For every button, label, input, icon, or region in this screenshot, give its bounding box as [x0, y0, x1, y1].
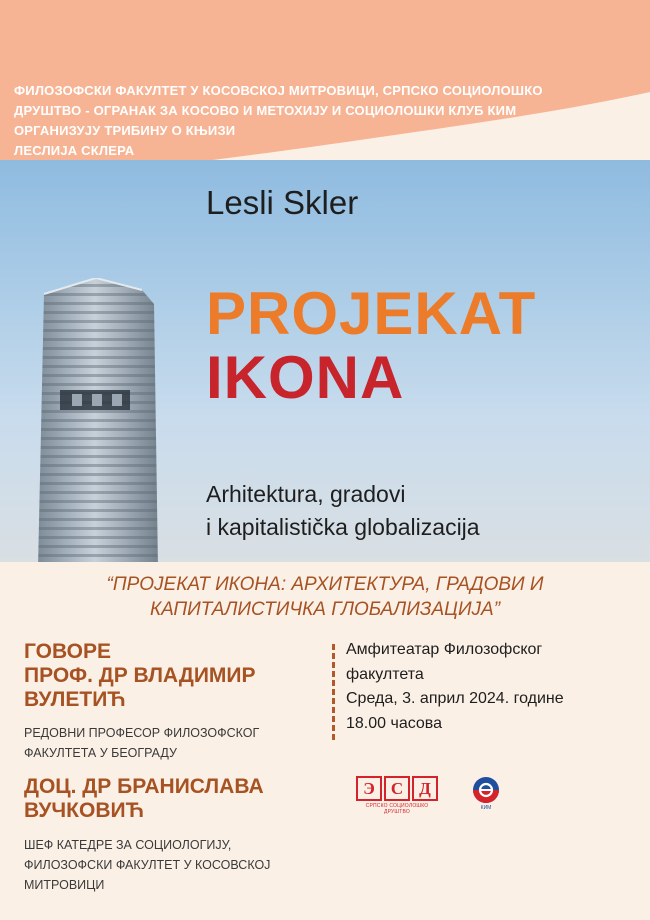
speaker-2-role [24, 835, 324, 895]
book-subtitle [206, 478, 480, 544]
book-title [206, 282, 536, 410]
esd-logo-letter: Д [412, 776, 438, 801]
event-time: 18.00 часова [346, 714, 443, 732]
speaker-1-role-line: ФАКУЛТЕТА У БЕОГРАДУ [24, 746, 177, 760]
organizers-text [14, 81, 634, 161]
book-subtitle-line: Arhitektura, gradovi [206, 481, 406, 507]
esd-logo-letters [356, 776, 438, 801]
speaker-1-role-line: РЕДОВНИ ПРОФЕСОР ФИЛОЗОФСКОГ [24, 726, 260, 740]
esd-logo [356, 776, 438, 815]
speaker-2-surname: ВУЧКОВИЋ [24, 799, 144, 822]
lecture-title-line: “ПРОЈЕКАТ ИКОНА: АРХИТЕКТУРА, ГРАДОВИ И [106, 574, 544, 595]
organizers-line: ДРУШТВО - ОГРАНАК ЗА КОСОВО И МЕТОХИЈУ И СОЦИОЛОШКИ КЛУБ КИМ [14, 103, 517, 118]
speaker-2 [24, 775, 324, 823]
speakers-heading [24, 640, 324, 712]
organizers-line: ФИЛОЗОФСКИ ФАКУЛТЕТ У КОСОВСКОЈ МИТРОВИЦИ, СРПСКО СОЦИОЛОШКО [14, 83, 543, 98]
club-logo-caption: КИМ [480, 805, 492, 811]
speaker-2-role-line: МИТРОВИЦИ [24, 878, 105, 892]
book-title-line2: IKONA [206, 344, 405, 411]
book-subtitle-line: i kapitalistička globalizacija [206, 514, 480, 540]
event-info [346, 638, 636, 736]
speaker-1-role [24, 723, 324, 763]
event-venue-line: факултета [346, 665, 424, 683]
esd-logo-letter: С [384, 776, 410, 801]
organizers-line: ЛЕСЛИЈА СКЛЕРА [14, 143, 135, 158]
event-venue [346, 638, 636, 687]
speakers-heading-text: ГОВОРЕ [24, 640, 111, 663]
club-logo-icon [470, 775, 502, 811]
lecture-title-line: КАПИТАЛИСТИЧКА ГЛОБАЛИЗАЦИЈА” [149, 599, 501, 620]
book-author: Lesli Skler [206, 184, 359, 221]
event-date: Среда, 3. април 2024. године [346, 690, 564, 707]
speaker-2-role-line: ФИЛОЗОФСКИ ФАКУЛТЕТ У КОСОВСКОЈ [24, 858, 271, 872]
lecture-title [20, 572, 630, 622]
speaker-1-name: ПРОФ. ДР ВЛАДИМИР [24, 664, 256, 687]
event-venue-line: Амфитеатар Филозофског [346, 641, 543, 658]
speaker-2-name: ДОЦ. ДР БРАНИСЛАВА [24, 775, 264, 798]
book-title-line1: PROJEKAT [206, 280, 537, 347]
organizers-line: ОРГАНИЗУЈУ ТРИБИНУ О КЊИЗИ [14, 123, 236, 138]
speaker-1-surname: ВУЛЕТИЋ [24, 688, 126, 711]
speaker-2-role-line: ШЕФ КАТЕДРЕ ЗА СОЦИОЛОГИЈУ, [24, 838, 232, 852]
skyscraper-image [38, 278, 164, 562]
book-cover [0, 160, 650, 562]
esd-logo-letter: Э [356, 776, 382, 801]
dashed-divider [332, 644, 335, 740]
esd-logo-caption: СРПСКО СОЦИОЛОШКО ДРУШТВО [365, 803, 429, 815]
speakers-section [24, 640, 324, 895]
